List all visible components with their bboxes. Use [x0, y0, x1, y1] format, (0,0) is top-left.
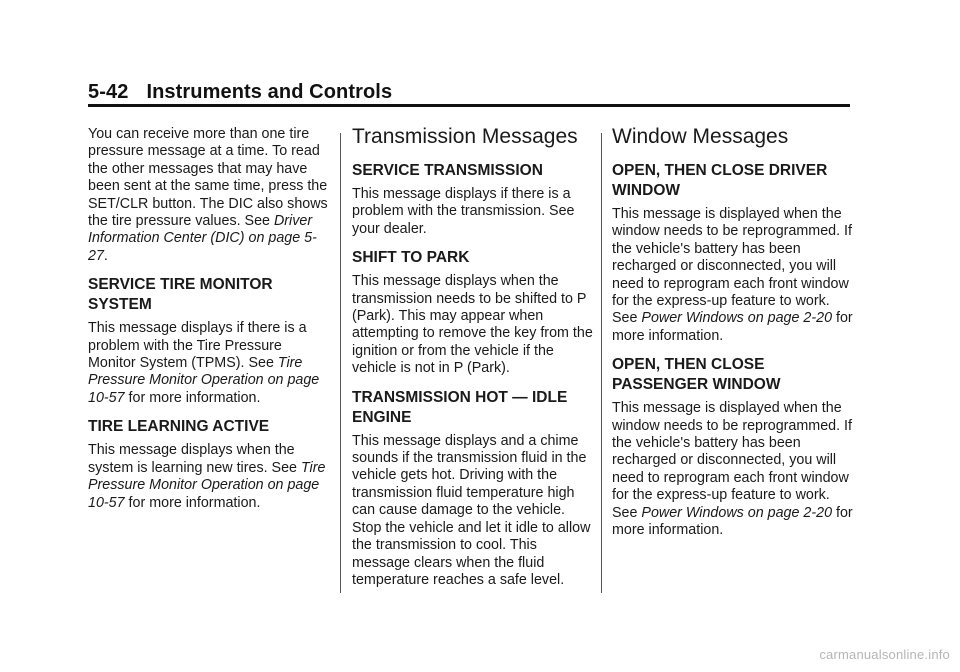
column-divider-right — [601, 133, 602, 593]
chapter-title: Instruments and Controls — [146, 81, 393, 103]
heading-shift-to-park: SHIFT TO PARK — [352, 249, 470, 267]
driver-window-paragraph — [612, 206, 858, 345]
shift-to-park-paragraph: This message displays when the transmission needs to be shifted to P (Park). This may appear when attempting to remove the key from the ignition or from the vehicle if the vehicle is not in P (Park). — [352, 273, 593, 377]
tire-learning-paragraph — [88, 442, 332, 512]
intro-paragraph — [88, 126, 332, 265]
column-transmission — [352, 126, 596, 589]
power-windows-reference-link[interactable]: Power Windows on page 2-20 — [641, 310, 833, 327]
heading-driver-window: OPEN, THEN CLOSE DRIVER WINDOW — [612, 162, 828, 199]
service-tire-paragraph — [88, 320, 332, 407]
page-header — [88, 80, 850, 104]
driver-window-text-end: for more information. — [612, 310, 853, 344]
header-rule — [88, 104, 850, 107]
dic-reference-link[interactable]: Driver Information Center (DIC) on page 5-27 — [88, 213, 317, 264]
driver-window-text: This message is displayed when the window needs to be reprogrammed. If the vehicle's battery has been recharged or disconnected, you will need to reprogram each front window for the express-up feature to work. See — [612, 206, 852, 327]
column-window — [612, 126, 858, 540]
tire-learning-text-end: for more information. — [124, 494, 261, 511]
service-tire-text-end: for more information. — [124, 389, 261, 406]
watermark: carmanualsonline.info — [819, 647, 950, 662]
service-transmission-paragraph: This message displays if there is a problem with the transmission. See your dealer. — [352, 186, 575, 237]
passenger-window-paragraph — [612, 400, 858, 539]
column-tire-pressure — [88, 126, 332, 512]
section-title-window: Window Messages — [612, 125, 789, 148]
heading-service-tire-monitor: SERVICE TIRE MONITOR SYSTEM — [88, 276, 273, 314]
tpms-reference-link[interactable]: Tire Pressure Monitor Operation on page 10-57 — [88, 355, 320, 406]
intro-text-end: . — [103, 247, 108, 264]
passenger-window-text-end: for more information. — [612, 504, 853, 539]
transmission-hot-paragraph: This message displays and a chime sounds if the transmission fluid in the vehicle gets hot. Driving with the transmission fluid temperature high can cause damage to the vehicle. Stop the vehicle and let it idle to allow the transmission to cool. This message clears when the fluid temperature reaches a safe level. — [352, 432, 591, 588]
tpms-reference-link-2[interactable]: Tire Pressure Monitor Operation on page 10-57 — [88, 459, 326, 511]
heading-service-transmission: SERVICE TRANSMISSION — [352, 162, 543, 179]
power-windows-reference-link-2[interactable]: Power Windows on page 2-20 — [641, 504, 833, 521]
heading-transmission-hot: TRANSMISSION HOT — IDLE ENGINE — [352, 388, 568, 426]
service-tire-text: This message displays if there is a problem with the Tire Pressure Monitor System (TPMS). See — [88, 320, 307, 372]
heading-passenger-window: OPEN, THEN CLOSE PASSENGER WINDOW — [612, 356, 781, 394]
section-title-transmission: Transmission Messages — [352, 125, 578, 148]
header-line — [88, 80, 850, 104]
heading-tire-learning: TIRE LEARNING ACTIVE — [88, 418, 270, 436]
passenger-window-text: This message is displayed when the window needs to be reprogrammed. If the vehicle's battery has been recharged or disconnected, you will need to reprogram each front window for the express-up feature to work. See — [612, 400, 852, 521]
page-number: 5-42 — [88, 81, 129, 103]
intro-text: You can receive more than one tire pressure message at a time. To read the other messages that may have been sent at the same time, press the SET/CLR button. The DIC also shows the tire pressure values. See — [88, 126, 328, 230]
column-divider-left — [340, 133, 341, 593]
tire-learning-text: This message displays when the system is learning new tires. See — [88, 442, 301, 476]
